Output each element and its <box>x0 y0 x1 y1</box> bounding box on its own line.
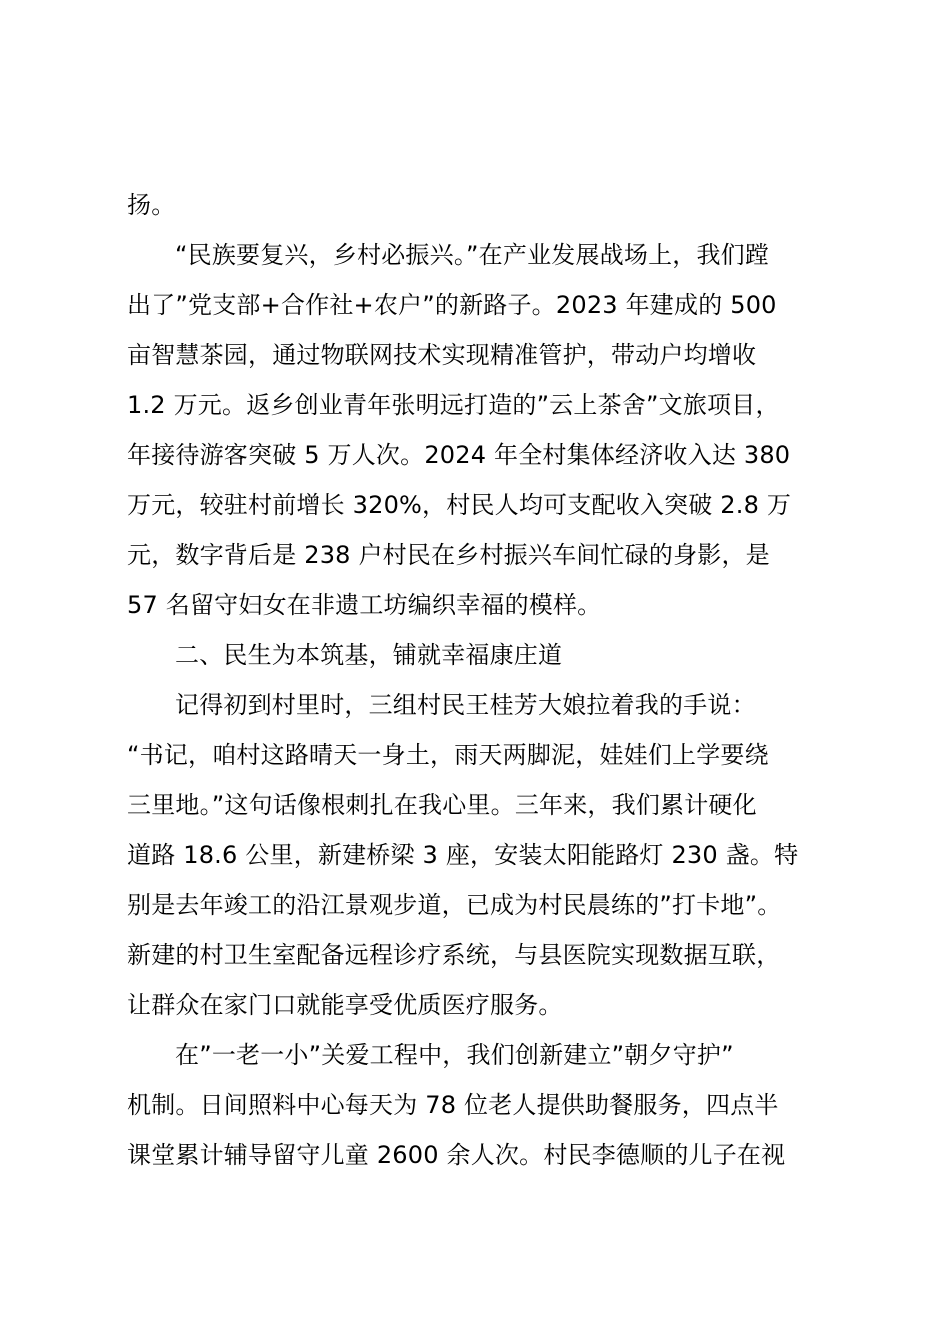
text-line: 课堂累计辅导留守儿童 2600 余人次。村民李德顺的儿子在视 <box>127 1141 786 1169</box>
paragraph-first-line: “民族要复兴，乡村必振兴。”在产业发展战场上，我们蹚 <box>175 241 770 269</box>
text-line: 机制。日间照料中心每天为 78 位老人提供助餐服务，四点半 <box>127 1091 779 1119</box>
text-line: 元，数字背后是 238 户村民在乡村振兴车间忙碌的身影，是 <box>127 541 770 569</box>
text-line: 57 名留守妇女在非遗工坊编织幸福的模样。 <box>127 591 602 619</box>
text-line: “书记，咱村这路晴天一身土，雨天两脚泥，娃娃们上学要绕 <box>127 741 769 769</box>
text-line: 扬。 <box>127 191 176 219</box>
text-line: 年接待游客突破 5 万人次。2024 年全村集体经济收入达 380 <box>127 441 791 469</box>
text-line: 新建的村卫生室配备远程诊疗系统，与县医院实现数据互联， <box>127 941 781 969</box>
text-line: 让群众在家门口就能享受优质医疗服务。 <box>127 991 563 1019</box>
text-line: 出了”党支部+合作社+农户”的新路子。2023 年建成的 500 <box>127 291 777 319</box>
paragraph-first-line: 在”一老一小”关爱工程中，我们创新建立”朝夕守护” <box>175 1041 734 1069</box>
text-line: 1.2 万元。返乡创业青年张明远打造的”云上茶舍”文旅项目， <box>127 391 780 419</box>
text-line: 道路 18.6 公里，新建桥梁 3 座，安装太阳能路灯 230 盏。特 <box>127 841 799 869</box>
text-line: 万元，较驻村前增长 320%，村民人均可支配收入突破 2.8 万 <box>127 491 792 519</box>
text-line: 亩智慧茶园，通过物联网技术实现精准管护，带动户均增收 <box>127 341 757 369</box>
paragraph-first-line: 记得初到村里时，三组村民王桂芳大娘拉着我的手说： <box>175 691 756 719</box>
text-line: 三里地。”这句话像根刺扎在我心里。三年来，我们累计硬化 <box>127 791 757 819</box>
text-line: 别是去年竣工的沿江景观步道，已成为村民晨练的”打卡地”。 <box>127 891 782 919</box>
section-heading: 二、民生为本筑基，铺就幸福康庄道 <box>175 641 563 669</box>
